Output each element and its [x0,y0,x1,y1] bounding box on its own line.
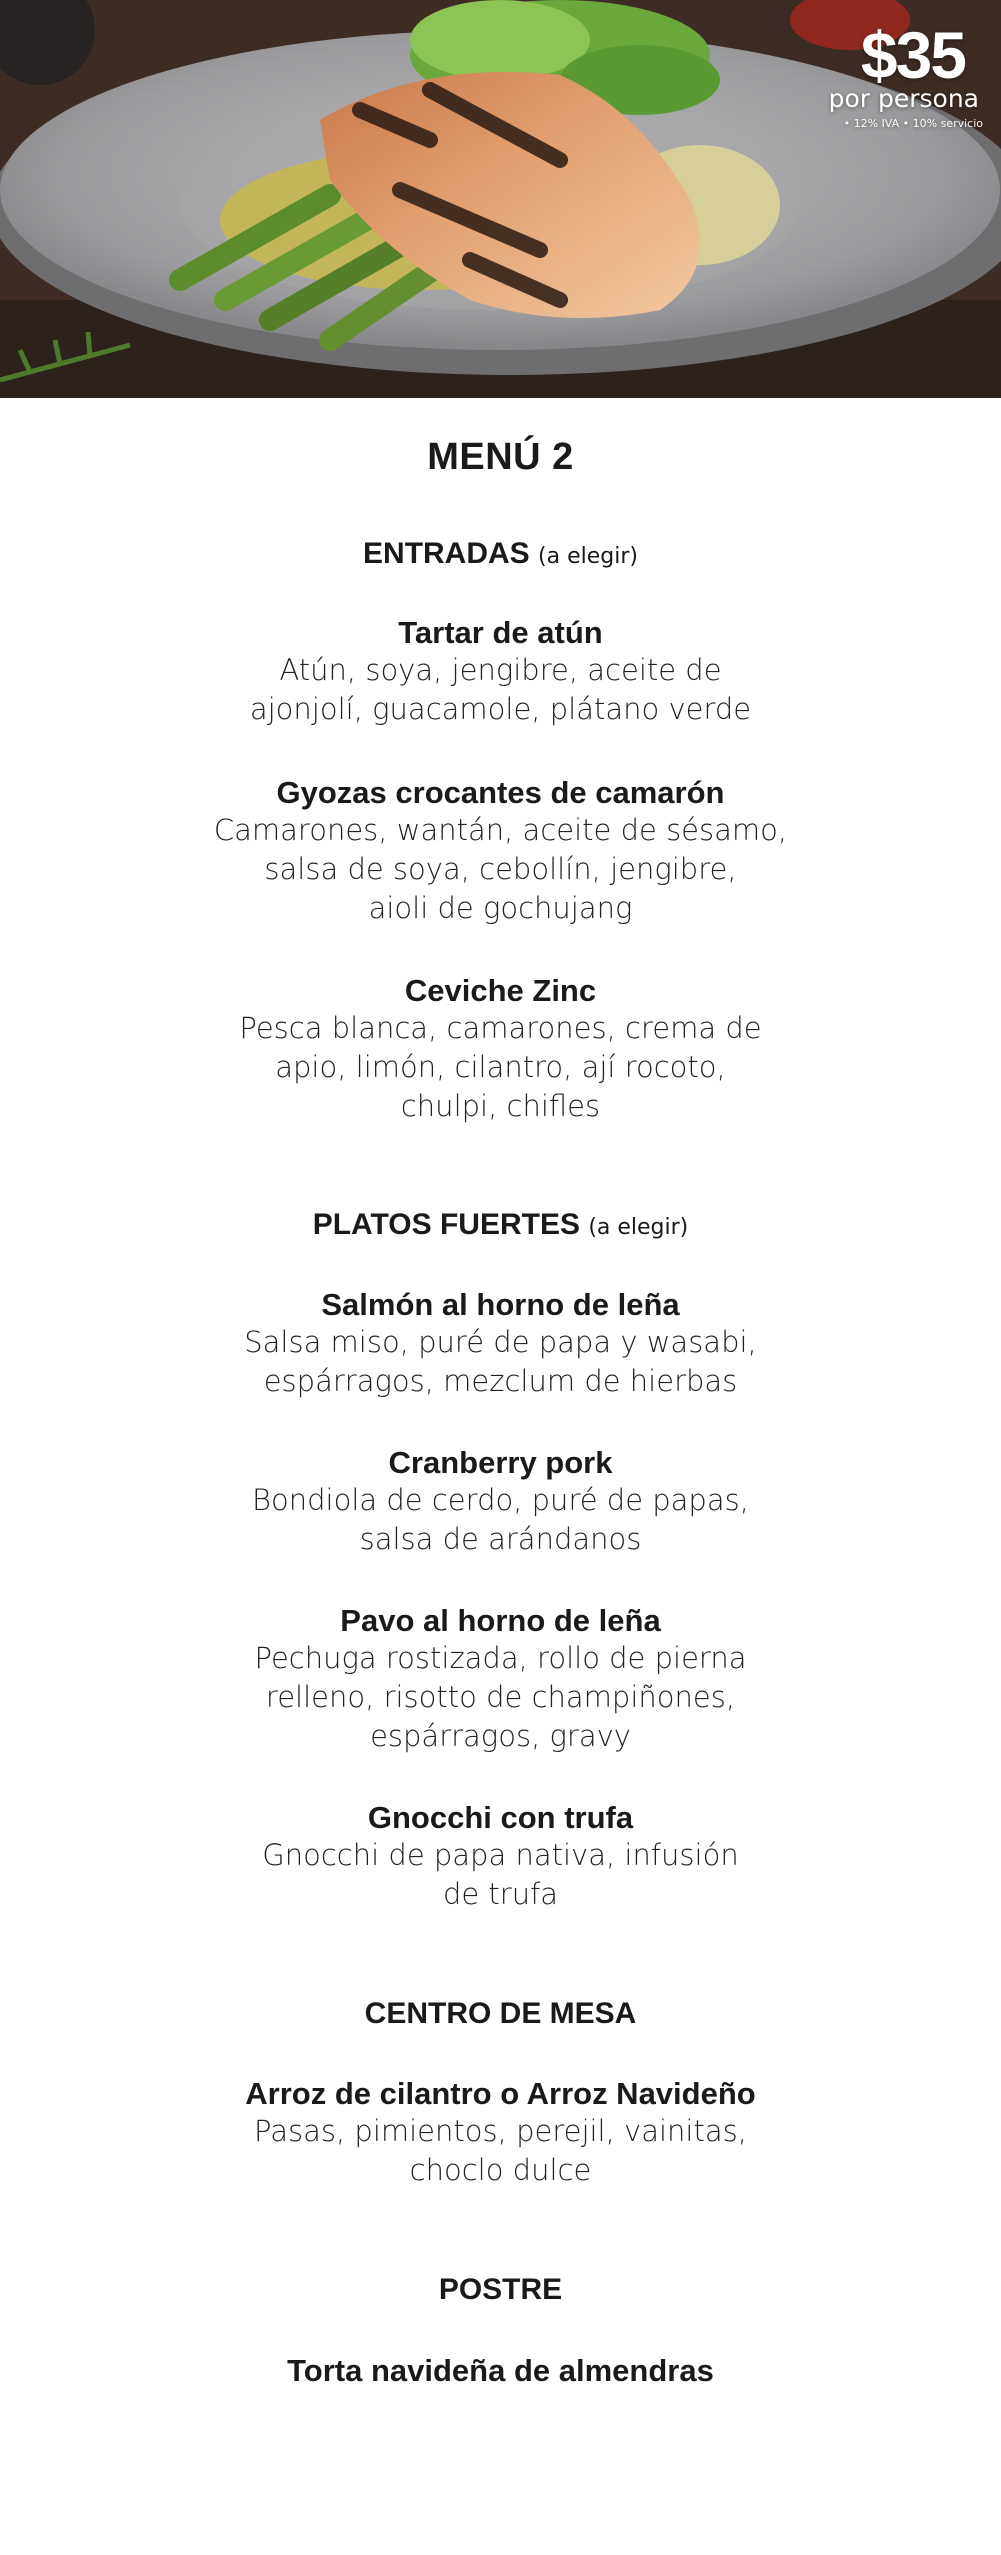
hero-photo [0,0,1001,398]
dish-item [0,1603,1001,1756]
dish-item [0,1287,1001,1401]
taxes-note: • 12% IVA • 10% servicio [843,117,983,130]
per-person-label: por persona [828,84,979,113]
section-centro-de-mesa-header [0,1997,1001,2031]
dish-item [0,1800,1001,1914]
section-title-text: ENTRADAS [363,537,530,570]
section-title: POSTRE [438,2273,563,2306]
price-tag: $35 [860,18,965,92]
dish-item [0,775,1001,928]
dish-item [0,973,1001,1126]
section-note: (a elegir) [588,1215,689,1240]
dish-name: Gyozas crocantes de camarón [276,775,725,810]
dish-description: Salsa miso, puré de papa y wasabi, espárragos, mezclum de hierbas [244,1325,757,1398]
section-title [0,537,1001,571]
price-block [783,18,983,130]
dish-name: Torta navideña de almendras [287,2353,714,2388]
dish-item [0,2076,1001,2190]
dish-description: Pechuga rostizada, rollo de pierna relleno, risotto de champiñones, espárragos, gravy [254,1641,747,1753]
dish-description: Atún, soya, jengibre, aceite de ajonjolí, guacamole, plátano verde [249,653,752,726]
section-title: CENTRO DE MESA [364,1997,637,2030]
dish-description: Bondiola de cerdo, puré de papas, salsa de arándanos [252,1483,749,1556]
section-postre-header [0,2273,1001,2307]
section-title [0,1208,1001,1242]
dish-name: Gnocchi con trufa [367,1800,634,1835]
dish-name: Salmón al horno de leña [321,1287,680,1322]
dish-name: Cranberry pork [388,1445,613,1480]
dish-description: Camarones, wantán, aceite de sésamo, salsa de soya, cebollín, jengibre, aioli de gochujang [213,813,788,925]
dish-name: Arroz de cilantro o Arroz Navideño [245,2076,756,2111]
dish-name: Pavo al horno de leña [340,1603,661,1638]
dish-item [0,1445,1001,1559]
dish-item [0,2353,1001,2389]
dish-description: Pesca blanca, camarones, crema de apio, limón, cilantro, ají rocoto, chulpi, chifles [239,1011,762,1123]
dish-item [0,615,1001,729]
dish-name: Tartar de atún [398,615,603,650]
dish-description: Pasas, pimientos, perejil, vainitas, choclo dulce [254,2114,747,2187]
dish-description: Gnocchi de papa nativa, infusión de trufa [262,1838,739,1911]
section-title-text: PLATOS FUERTES [312,1208,580,1241]
section-note: (a elegir) [538,544,638,569]
dish-name: Ceviche Zinc [404,973,597,1008]
menu-title: MENÚ 2 [427,436,574,478]
section-entradas-header [0,537,1001,571]
menu-title-block [0,436,1001,479]
section-platos-fuertes-header [0,1208,1001,1242]
